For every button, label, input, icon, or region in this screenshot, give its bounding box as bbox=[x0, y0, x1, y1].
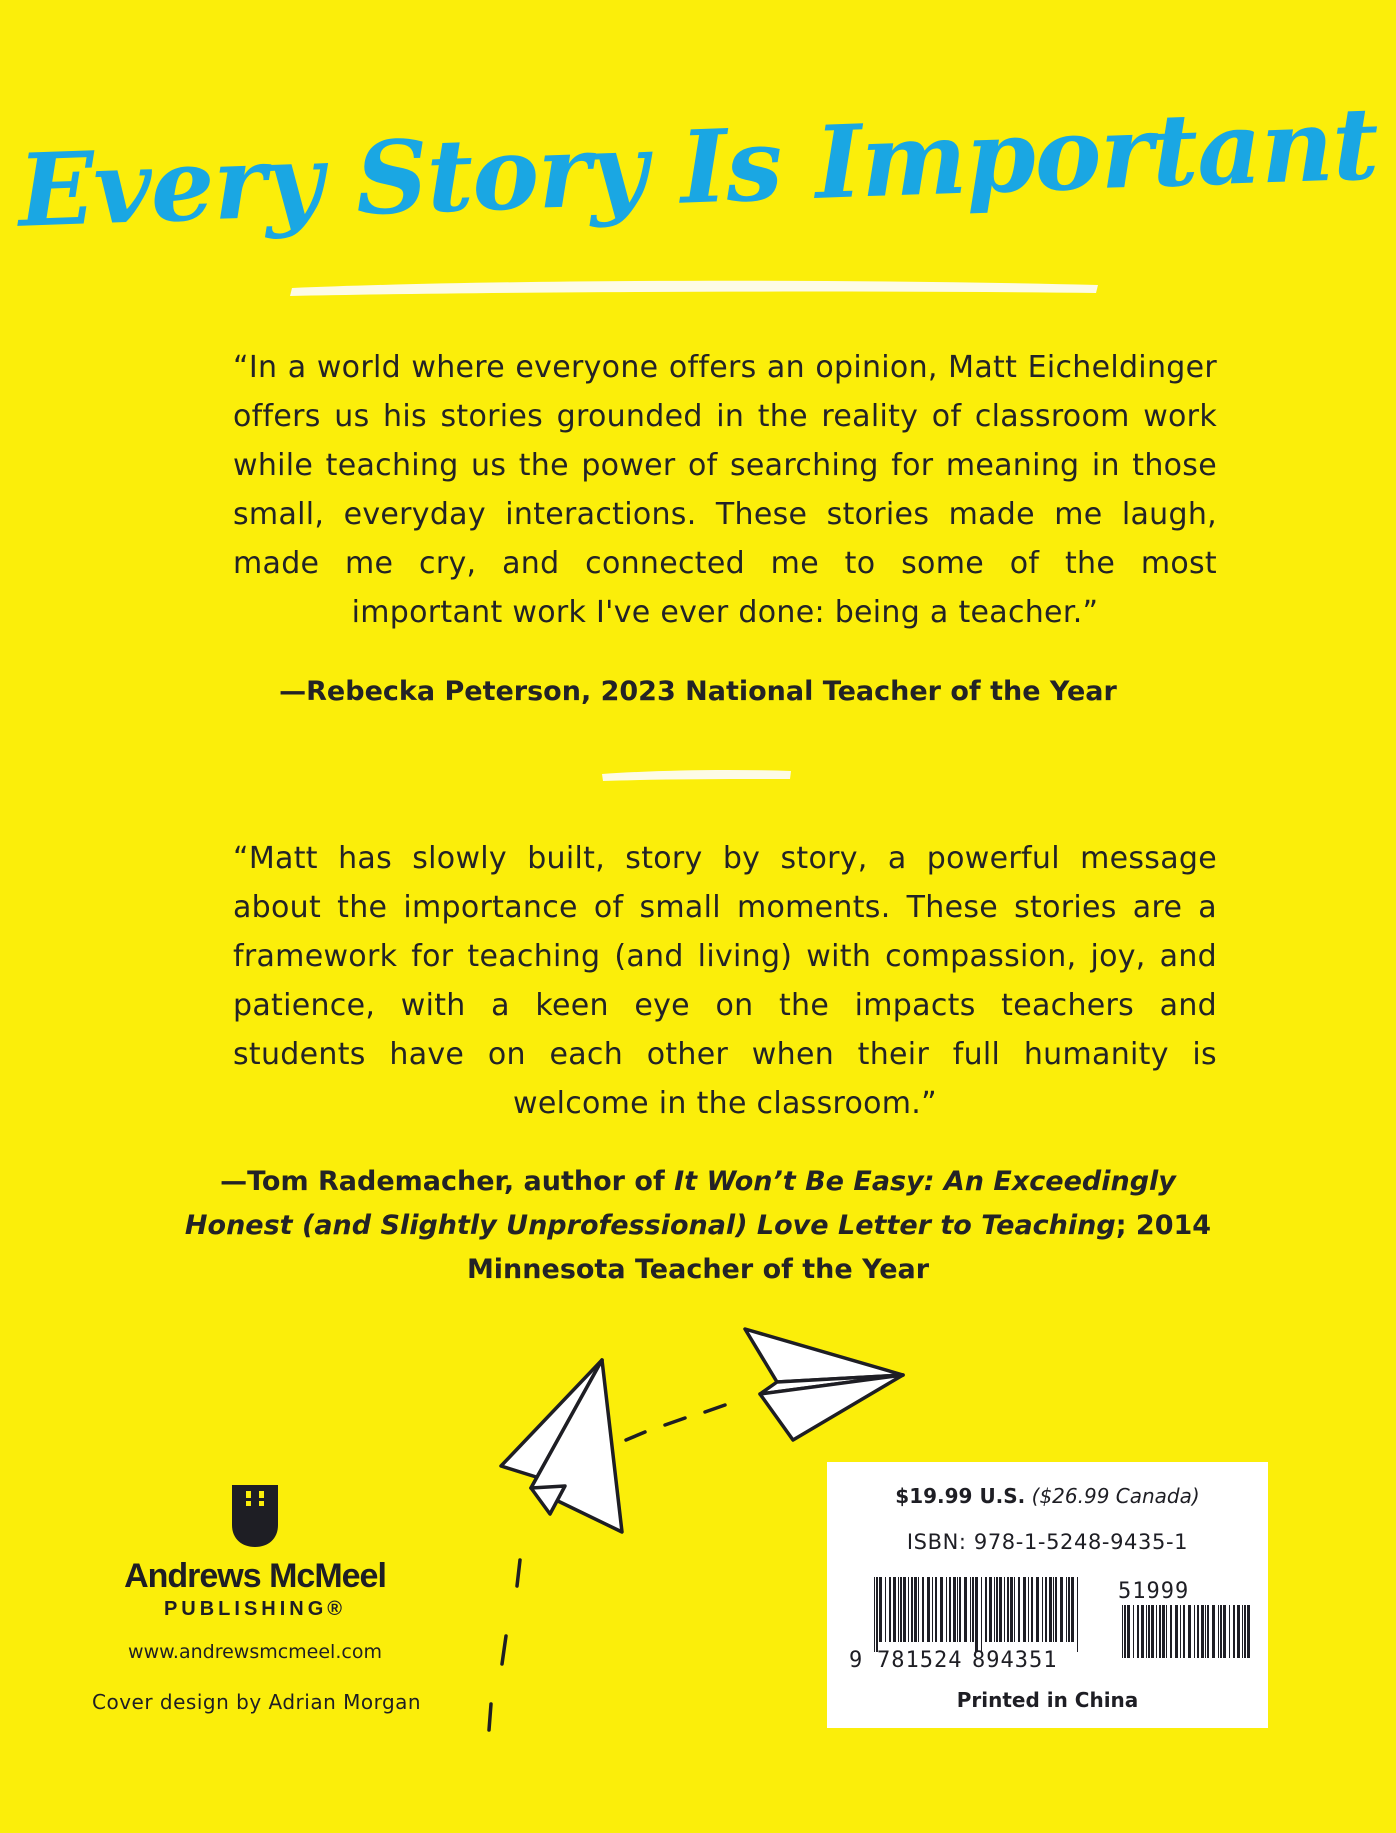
barcode-bar bbox=[1137, 1605, 1139, 1658]
barcode-bar bbox=[972, 1577, 974, 1642]
barcode-bar bbox=[932, 1577, 933, 1642]
barcode-bar bbox=[1010, 1577, 1013, 1642]
publisher-name: Andrews McMeel bbox=[124, 1557, 386, 1595]
barcode-bar bbox=[1077, 1577, 1078, 1652]
barcode-bar bbox=[1014, 1577, 1015, 1642]
barcode-bar bbox=[1028, 1577, 1029, 1642]
barcode-bar bbox=[893, 1577, 896, 1642]
barcode-bar bbox=[1124, 1605, 1126, 1658]
barcode-bar bbox=[1007, 1577, 1009, 1642]
barcode-bar bbox=[1042, 1577, 1043, 1642]
barcode-digit-group-1: 781524 bbox=[877, 1648, 963, 1673]
barcode-bar bbox=[989, 1577, 992, 1642]
barcode-bar bbox=[1223, 1605, 1226, 1658]
barcode-bar bbox=[1127, 1605, 1130, 1658]
barcode-bar bbox=[1148, 1605, 1150, 1658]
paper-plane-left-icon bbox=[501, 1360, 622, 1532]
barcode-bar bbox=[1122, 1605, 1123, 1658]
barcode-bar bbox=[1159, 1605, 1161, 1658]
attribution-prefix: —Tom Rademacher, author of bbox=[220, 1166, 675, 1197]
barcode-bar bbox=[959, 1577, 961, 1642]
barcode-bar bbox=[994, 1577, 995, 1642]
barcode-bar bbox=[927, 1577, 930, 1642]
barcode-bar bbox=[1207, 1605, 1209, 1658]
barcode-bar bbox=[1068, 1577, 1070, 1642]
price-us: $19.99 U.S. bbox=[895, 1484, 1026, 1508]
barcode-bar bbox=[999, 1577, 1002, 1642]
paper-plane-right-icon bbox=[745, 1329, 903, 1440]
barcode-bar bbox=[1162, 1605, 1165, 1658]
quote-rebecka-peterson: “In a world where everyone offers an opinion, Matt Eicheldinger offers us his stories grounded in the reality of classroom work while teaching us the power of searching for meaning in those small, everyday interactions. These stories made me laugh, made me cry, and connected me to some of the most important work I've ever done: being a teacher.” bbox=[233, 350, 1217, 630]
barcode-bar bbox=[946, 1577, 947, 1642]
barcode-bar bbox=[1242, 1605, 1243, 1658]
barcode-bar bbox=[1151, 1605, 1154, 1658]
barcode-bar bbox=[1229, 1605, 1230, 1658]
quote-tom-rademacher: “Matt has slowly built, story by story, a powerful message about the importance of small moments. These stories are a framework for teaching (and living) with compassion, joy, and patience, with a keen eye on the impacts teachers and students have on each other when their full humanity is welcome in the classroom.” bbox=[233, 841, 1217, 1121]
barcode-bar bbox=[940, 1577, 943, 1642]
barcode-bar bbox=[953, 1577, 956, 1642]
barcode-bar bbox=[1066, 1577, 1067, 1642]
book-headline: Every Story Is Important bbox=[16, 84, 1380, 250]
barcode-bar bbox=[985, 1577, 987, 1642]
barcode-bar bbox=[1247, 1605, 1250, 1658]
barcode-bar bbox=[918, 1577, 919, 1642]
barcode-bar bbox=[1180, 1605, 1181, 1658]
barcode-bar bbox=[1218, 1605, 1219, 1658]
barcode-bar bbox=[1156, 1605, 1157, 1658]
barcode-bar bbox=[1183, 1605, 1185, 1658]
main-barcode-bars bbox=[874, 1577, 1078, 1652]
barcode-bar bbox=[1053, 1577, 1054, 1642]
barcode-digit-group-2: 894351 bbox=[972, 1648, 1058, 1673]
barcode-bar bbox=[935, 1577, 937, 1642]
barcode-bar bbox=[1212, 1605, 1215, 1658]
barcode-bar bbox=[1233, 1605, 1235, 1658]
publisher-subtitle: PUBLISHING® bbox=[163, 1598, 347, 1620]
barcode-bar bbox=[1141, 1605, 1144, 1658]
barcode-bar bbox=[1060, 1577, 1063, 1642]
barcode-bar bbox=[1244, 1605, 1246, 1658]
barcode-bar bbox=[885, 1577, 886, 1642]
barcode-bar bbox=[964, 1577, 967, 1642]
barcode-bar bbox=[1175, 1605, 1178, 1658]
barcode-bar bbox=[1004, 1577, 1005, 1642]
barcode-bar bbox=[903, 1577, 906, 1642]
barcode-bar bbox=[1220, 1605, 1222, 1658]
printed-in-label: Printed in China bbox=[956, 1688, 1139, 1712]
cover-design-credit: Cover design by Adrian Morgan bbox=[92, 1690, 422, 1714]
barcode-bar bbox=[949, 1577, 951, 1642]
barcode-bar bbox=[1194, 1605, 1195, 1658]
barcode-bar bbox=[1166, 1605, 1167, 1658]
barcode-bar bbox=[975, 1577, 978, 1652]
barcode-bar bbox=[1055, 1577, 1057, 1642]
barcode-bar bbox=[1197, 1605, 1199, 1658]
barcode-bar bbox=[1133, 1605, 1134, 1658]
barcode-bar bbox=[996, 1577, 998, 1642]
isbn-number: ISBN: 978-1-5248-9435-1 bbox=[906, 1530, 1189, 1554]
barcode-bar bbox=[1031, 1577, 1033, 1642]
barcode-bar bbox=[908, 1577, 909, 1642]
barcode-bar bbox=[898, 1577, 899, 1642]
barcode-bar bbox=[876, 1577, 878, 1652]
publisher-block bbox=[90, 1485, 420, 1663]
addon-barcode-bars bbox=[1122, 1605, 1250, 1658]
barcode-bar bbox=[874, 1577, 875, 1652]
barcode-bar bbox=[879, 1577, 882, 1642]
barcode-bar bbox=[970, 1577, 971, 1642]
attribution-suffix: ; 2014 Minnesota Teacher of the Year bbox=[466, 1210, 1212, 1285]
barcode-bar bbox=[1237, 1605, 1240, 1658]
barcode-panel bbox=[827, 1462, 1268, 1728]
barcode-bar bbox=[1188, 1605, 1191, 1658]
barcode-bar bbox=[1049, 1577, 1052, 1642]
barcode-bar bbox=[914, 1577, 917, 1642]
barcode-bar bbox=[1205, 1605, 1206, 1658]
barcode-bar bbox=[1146, 1605, 1147, 1658]
barcode-bar bbox=[1071, 1577, 1074, 1642]
publisher-url: www.andrewsmcmeel.com bbox=[128, 1641, 382, 1663]
attribution-rebecka-peterson: —Rebecka Peterson, 2023 National Teacher of the Year bbox=[279, 676, 1117, 707]
barcode-bar bbox=[981, 1577, 982, 1652]
barcode-bar bbox=[1170, 1605, 1172, 1658]
barcode-bar bbox=[957, 1577, 958, 1642]
barcode-bar bbox=[889, 1577, 891, 1642]
barcode-bar bbox=[1018, 1577, 1020, 1642]
barcode-bar bbox=[911, 1577, 913, 1642]
barcode-bar bbox=[922, 1577, 924, 1642]
barcode-bar bbox=[900, 1577, 902, 1642]
price-canada: ($26.99 Canada) bbox=[1031, 1484, 1200, 1508]
barcode-bar bbox=[1023, 1577, 1026, 1642]
barcode-bar bbox=[1036, 1577, 1039, 1642]
barcode-addon-digits: 51999 bbox=[1118, 1579, 1190, 1604]
barcode-bar bbox=[1201, 1605, 1204, 1658]
publisher-logo-icon bbox=[232, 1485, 278, 1547]
attribution-book-title: It Won’t Be Easy: An Exceedingly Honest (and Slightly Unprofessional) Love Letter to Teaching bbox=[184, 1166, 1176, 1241]
barcode-lead-digit: 9 bbox=[849, 1648, 863, 1673]
barcode-bar bbox=[1045, 1577, 1047, 1642]
